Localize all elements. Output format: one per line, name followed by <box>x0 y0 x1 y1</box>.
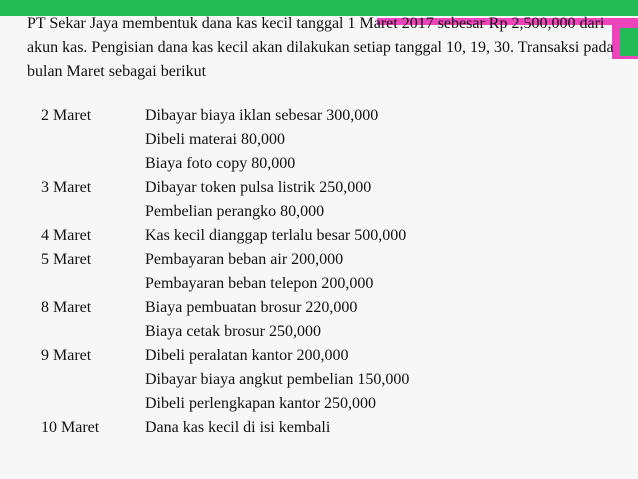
transaction-row <box>41 368 409 392</box>
transaction-list <box>41 104 409 440</box>
transaction-date <box>41 152 145 176</box>
transaction-date: 2 Maret <box>41 107 92 124</box>
transaction-row <box>41 104 409 128</box>
transaction-row <box>41 296 409 320</box>
transaction-row <box>41 416 409 440</box>
transaction-row <box>41 344 409 368</box>
transaction-description: Dibeli perlengkapan kantor 250,000 <box>145 395 377 412</box>
transaction-description: Pembelian perangko 80,000 <box>145 203 325 220</box>
transaction-date <box>41 200 145 224</box>
transaction-description: Dibayar biaya angkut pembelian 150,000 <box>145 371 410 388</box>
transaction-row <box>41 248 409 272</box>
transaction-description: Dibeli peralatan kantor 200,000 <box>145 347 349 364</box>
transaction-date: 3 Maret <box>41 179 92 196</box>
transaction-description: Dibayar token pulsa listrik 250,000 <box>145 179 372 196</box>
transaction-description: Biaya cetak brosur 250,000 <box>145 323 321 340</box>
transaction-row <box>41 224 409 248</box>
transaction-row <box>41 272 409 296</box>
transaction-date <box>41 392 145 416</box>
transaction-date: 5 Maret <box>41 251 92 268</box>
transaction-row <box>41 152 409 176</box>
transaction-row <box>41 128 409 152</box>
transaction-date <box>41 128 145 152</box>
transaction-date <box>41 368 145 392</box>
transaction-description: Biaya foto copy 80,000 <box>145 155 296 172</box>
transaction-description: Dana kas kecil di isi kembali <box>145 419 331 436</box>
transaction-date: 8 Maret <box>41 299 92 316</box>
transaction-date: 4 Maret <box>41 227 92 244</box>
transaction-table <box>41 104 409 440</box>
transaction-row <box>41 176 409 200</box>
transaction-date <box>41 320 145 344</box>
intro-paragraph: PT Sekar Jaya membentuk dana kas kecil tanggal 1 Maret 2017 sebesar Rp 2,500,000 dari akun kas. Pengisian dana kas kecil akan dilakukan setiap tanggal 10, 19, 30. Transaksi pada bulan Maret sebagai berikut <box>27 15 614 80</box>
transaction-description: Dibeli materai 80,000 <box>145 131 285 148</box>
transaction-description: Dibayar biaya iklan sebesar 300,000 <box>145 107 379 124</box>
transaction-date: 9 Maret <box>41 347 92 364</box>
transaction-description: Pembayaran beban telepon 200,000 <box>145 275 374 292</box>
transaction-date <box>41 272 145 296</box>
transaction-date: 10 Maret <box>41 419 100 436</box>
transaction-row <box>41 320 409 344</box>
transaction-row <box>41 392 409 416</box>
transaction-description: Pembayaran beban air 200,000 <box>145 251 344 268</box>
transaction-row <box>41 200 409 224</box>
transaction-description: Kas kecil dianggap terlalu besar 500,000 <box>145 227 407 244</box>
transaction-description: Biaya pembuatan brosur 220,000 <box>145 299 358 316</box>
